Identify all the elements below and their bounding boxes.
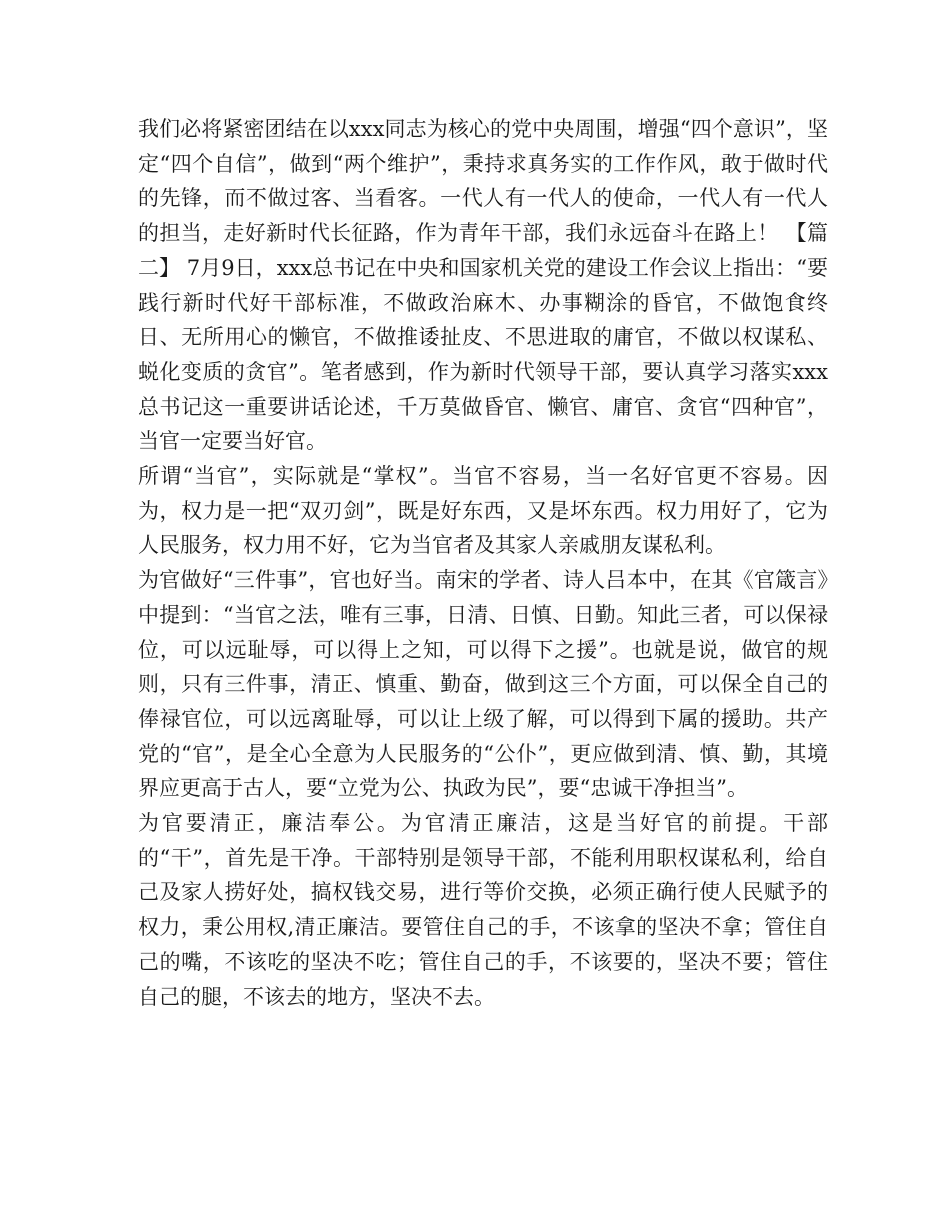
paragraph-2: 所谓“当官”，实际就是“掌权”。当官不容易，当一名好官更不容易。因为，权力是一把“双刃剑”，既是好东西，又是坏东西。权力用好了，它为人民服务，权力用不好，它为当官者及其家人亲戚朋友谋私利。 [138, 464, 828, 558]
document-page [138, 112, 828, 1014]
paragraph-4: 为官要清正，廉洁奉公。为官清正廉洁，这是当好官的前提。干部的“干”，首先是干净。干部特别是领导干部，不能利用职权谋私利，给自己及家人捞好处，搞权钱交易，进行等价交换，必须正确行使人民赋予的权力，秉公用权,清正廉洁。要管住自己的手，不该拿的坚决不拿；管住自己的嘴，不该吃的坚决不吃；管住自己的手，不该要的，坚决不要；管住自己的腿，不该去的地方，坚决不去。 [138, 811, 828, 1009]
paragraph-3: 为官做好“三件事”，官也好当。南宋的学者、诗人吕本中，在其《官箴言》中提到：“当官之法，唯有三事，日清、日慎、日勤。知此三者，可以保禄位，可以远耻辱，可以得上之知，可以得下之援”。也就是说，做官的规则，只有三件事，清正、慎重、勤奋，做到这三个方面，可以保全自己的俸禄官位，可以远离耻辱，可以让上级了解，可以得到下属的援助。共产党的“官”，是全心全意为人民服务的“公仆”，更应做到清、慎、勤，其境界应更高于古人，要“立党为公、执政为民”，要“忠诚干净担当”。 [138, 568, 828, 801]
paragraph-1: 我们必将紧密团结在以xxx同志为核心的党中央周围，增强“四个意识”，坚定“四个自信”，做到“两个维护”，秉持求真务实的工作作风，敢于做时代的先锋，而不做过客、当看客。一代人有一代人的使命，一代人有一代人的担当，走好新时代长征路，作为青年干部，我们永远奋斗在路上！ 【篇二】 7月9日，xxx总书记在中央和国家机关党的建设工作会议上指出：“要践行新时代好干部标准，不做政治麻木、办事糊涂的昏官，不做饱食终日、无所用心的懒官，不做推诿扯皮、不思进取的庸官，不做以权谋私、蜕化变质的贪官”。笔者感到，作为新时代领导干部，要认真学习落实xxx总书记这一重要讲话论述，千万莫做昏官、懒官、庸官、贪官“四种官”，当官一定要当好官。 [138, 117, 828, 454]
